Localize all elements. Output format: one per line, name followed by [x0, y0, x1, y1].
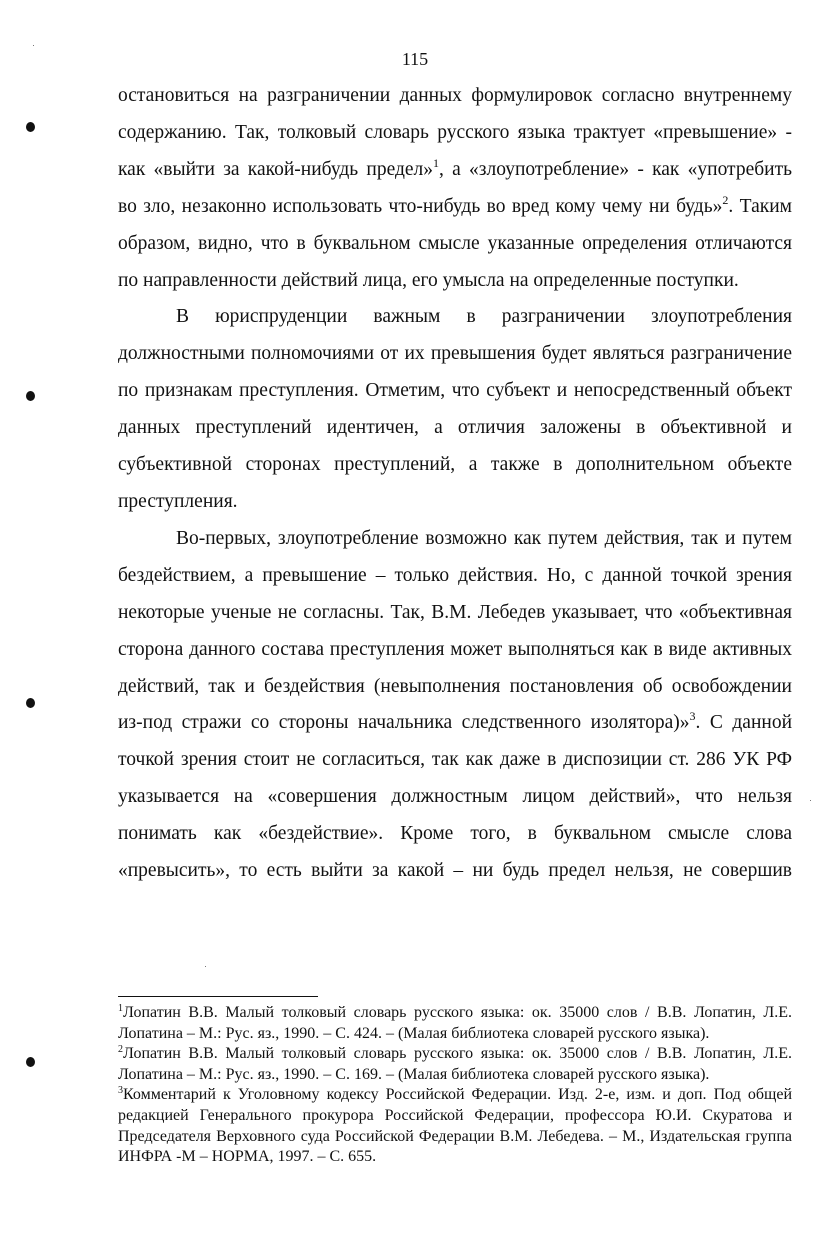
- footnote-text: Лопатин В.В. Малый толковый словарь русского языка: ок. 35000 слов / В.В. Лопатин, Л.Е. Лопатина – М.: Рус. яз., 1990. – С. 169. – (Малая библиотека словарей русского языка).: [118, 1045, 792, 1083]
- footnote-separator: [118, 996, 318, 997]
- text-line: по направленности действий лица, его умысла на определенные поступки.: [118, 269, 739, 291]
- binder-hole: [26, 1057, 35, 1067]
- footnote-text: Комментарий к Уголовному кодексу Российской Федерации. Изд. 2-е, изм. и доп. Под общей редакцией Генерального прокурора Российской Федерации, профессора Ю.И. Скуратова и Председателя Верховного суда Российской Федерации В.М. Лебедева. – М., Издательская группа ИНФРА -М – НОРМА, 1997. – С. 655.: [118, 1086, 792, 1166]
- footnote-ref: 2: [722, 192, 729, 207]
- binder-hole: [26, 698, 35, 708]
- footnote: [118, 1044, 792, 1085]
- text-line: образом, видно, что в буквальном смысле указанные определения отличаются: [118, 232, 792, 254]
- text-line: содержанию. Так, толковый словарь русского языка трактует «превышение» -: [118, 121, 792, 143]
- binder-hole: [26, 122, 35, 132]
- footnote-number: 2: [118, 1044, 123, 1056]
- text-line: как «выйти за какой-нибудь предел»$^1$, а «злоупотребление» - как «употребить: [118, 155, 792, 180]
- text-line: по признакам преступления. Отметим, что субъект и непосредственный объект: [118, 380, 792, 402]
- footnote-number: 3: [118, 1085, 123, 1097]
- text-line: действий, так и бездействия (невыполнения постановления об освобождении: [118, 675, 792, 697]
- text-line: данных преступлений идентичен, а отличия заложены в объективной и: [118, 417, 792, 439]
- footnote-number: 1: [118, 1003, 123, 1014]
- footnote: [118, 1003, 792, 1044]
- text-line: понимать как «бездействие». Кроме того, в буквальном смысле слова: [118, 823, 792, 845]
- scan-speck: [205, 966, 206, 967]
- text-line: субъективной сторонах преступлений, а также в дополнительном объекте: [118, 454, 792, 476]
- text-line: бездействием, а превышение – только действия. Но, с данной точкой зрения: [118, 564, 792, 586]
- footnote-ref: 3: [689, 709, 696, 724]
- text-line: сторона данного состава преступления может выполняться как в виде активных: [118, 638, 792, 660]
- text-line: указывается на «совершения должностным лицом действий», что нельзя: [118, 786, 792, 808]
- page-number: 115: [401, 49, 429, 69]
- footnotes: [118, 1003, 792, 1168]
- body-text: [118, 78, 792, 890]
- text-line: во зло, незаконно использовать что-нибудь во вред кому чему ни будь»$^2$. Таким: [118, 192, 792, 217]
- footnote: [118, 1085, 792, 1167]
- binder-hole: [26, 391, 35, 401]
- footnote-text: Лопатин В.В. Малый толковый словарь русского языка: ок. 35000 слов / В.В. Лопатин, Л.Е. Лопатина – М.: Рус. яз., 1990. – С. 424. – (Малая библиотека словарей русского языка).: [118, 1004, 792, 1042]
- text-line: остановиться на разграничении данных формулировок согласно внутреннему: [118, 85, 792, 106]
- scan-speck: [33, 45, 34, 46]
- text-line: преступления.: [118, 490, 238, 512]
- text-line: «превысить», то есть выйти за какой – ни будь предел нельзя, не совершив: [118, 860, 792, 882]
- scan-speck: [810, 800, 811, 801]
- text-line: некоторые ученые не согласны. Так, В.М. Лебедев указывает, что «объективная: [118, 601, 792, 623]
- text-line: В юриспруденции важным в разграничении злоупотребления: [176, 306, 792, 328]
- footnote-ref: 1: [433, 155, 440, 170]
- text-line: должностными полномочиями от их превышения будет являться разграничение: [118, 343, 792, 365]
- text-line: Во-первых, злоупотребление возможно как путем действия, так и путем: [176, 527, 792, 549]
- text-line: из-под стражи со стороны начальника следственного изолятора)»$^3$. С данной: [118, 709, 793, 734]
- text-line: точкой зрения стоит не согласиться, так как даже в диспозиции ст. 286 УК РФ: [118, 749, 792, 771]
